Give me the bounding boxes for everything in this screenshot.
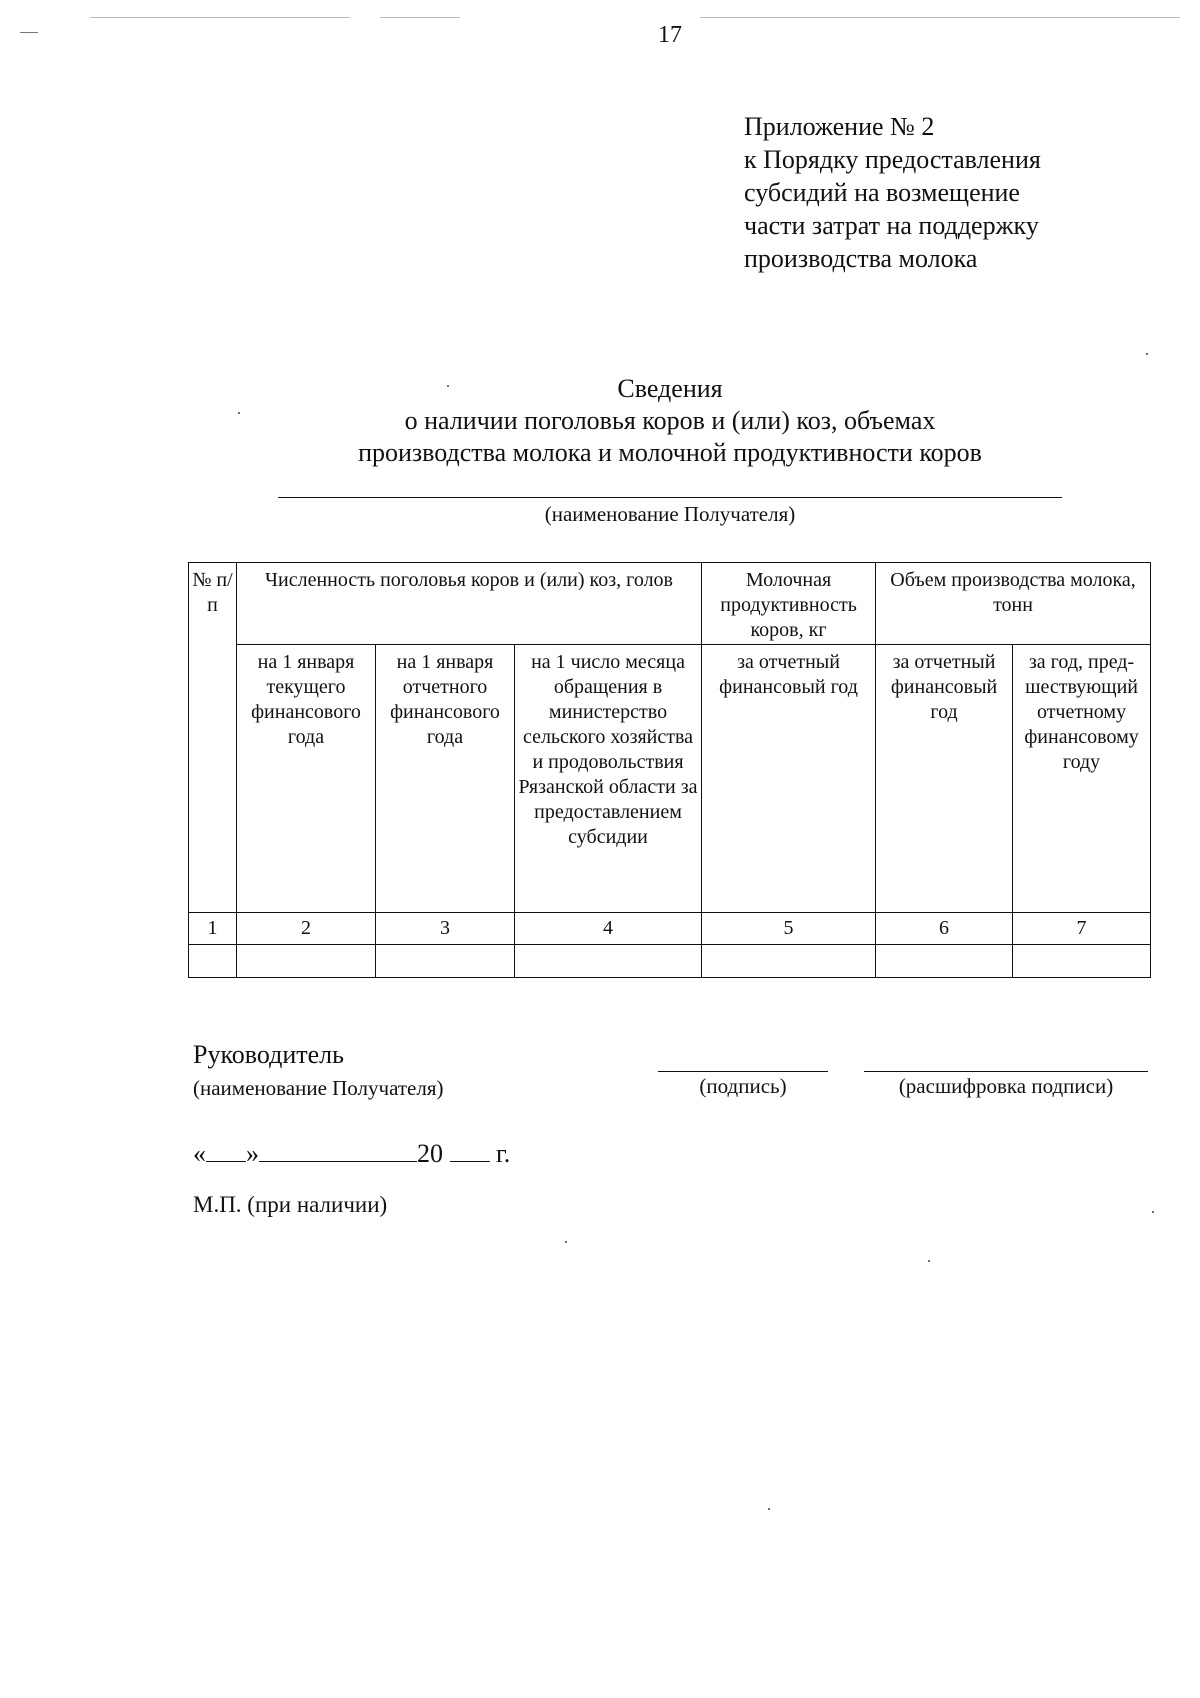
date-line (193, 1135, 510, 1169)
date-day-field[interactable] (206, 1135, 246, 1162)
document-heading (140, 373, 1200, 469)
empty-input-cell[interactable] (876, 945, 1013, 978)
page-number: 17 (658, 22, 682, 48)
recipient-caption: (наименование Получателя) (544, 502, 796, 526)
column-number-cell: 1 (189, 913, 237, 945)
scan-edge-line (90, 17, 350, 18)
scan-speck (1146, 353, 1148, 355)
heading-line: о наличии поголовья коров и (или) коз, объемах (404, 406, 936, 435)
signature-decode-field[interactable] (864, 1071, 1148, 1072)
empty-input-cell[interactable] (702, 945, 876, 978)
subheader-cell: за год, пред-шествующий отчетному финансовому году (1013, 645, 1151, 913)
appendix-line: производства молока (744, 244, 978, 273)
signature-caption: (подпись) (699, 1074, 787, 1098)
column-number-row (189, 913, 1151, 945)
subheader-cell: на 1 число месяца обращения в министерство сельского хозяйства и продовольствия Рязанской области за предоставлением субсидии (515, 645, 702, 913)
table-header-row (189, 563, 1151, 645)
data-table (188, 562, 1151, 978)
empty-input-cell[interactable] (1013, 945, 1151, 978)
column-number-cell: 3 (376, 913, 515, 945)
signature-field[interactable] (658, 1071, 828, 1072)
column-number-cell: 2 (237, 913, 376, 945)
table-row (189, 945, 1151, 978)
empty-input-cell[interactable] (237, 945, 376, 978)
date-year-field[interactable] (450, 1135, 490, 1162)
scan-edge-line (700, 17, 1180, 18)
heading-title: Сведения (617, 374, 723, 403)
header-cell-milk-yield: Молочная продуктивность коров, кг (702, 563, 876, 645)
scan-speck (565, 1241, 567, 1243)
appendix-reference (744, 110, 1041, 275)
manager-caption: (наименование Получателя) (193, 1076, 444, 1100)
subheader-cell: на 1 января текущего финансового года (237, 645, 376, 913)
scan-edge-line (380, 17, 460, 18)
empty-input-cell[interactable] (376, 945, 515, 978)
date-month-field[interactable] (259, 1135, 417, 1162)
empty-input-cell[interactable] (189, 945, 237, 978)
appendix-line: Приложение № 2 (744, 112, 935, 141)
subheader-cell: за отчетный финансовый год (876, 645, 1013, 913)
scan-speck (1152, 1211, 1154, 1213)
header-cell-number: № п/п (189, 563, 237, 913)
date-open-quote: « (193, 1139, 206, 1168)
scan-speck (928, 1260, 930, 1262)
column-number-cell: 4 (515, 913, 702, 945)
date-year-suffix: г. (496, 1139, 511, 1168)
header-cell-herd: Численность поголовья коров и (или) коз, голов (237, 563, 702, 645)
empty-input-cell[interactable] (515, 945, 702, 978)
header-cell-volume: Объем производства молока, тонн (876, 563, 1151, 645)
date-year-prefix: 20 (417, 1139, 443, 1168)
table-subheader-row (189, 645, 1151, 913)
column-number-cell: 5 (702, 913, 876, 945)
subheader-cell: на 1 января отчетного финансового года (376, 645, 515, 913)
date-close-quote: » (246, 1139, 259, 1168)
manager-title: Руководитель (193, 1040, 344, 1069)
recipient-name-field[interactable] (278, 497, 1062, 498)
signature-decode-caption: (расшифровка подписи) (898, 1074, 1114, 1098)
stamp-note: М.П. (при наличии) (193, 1192, 388, 1217)
column-number-cell: 6 (876, 913, 1013, 945)
column-number-cell: 7 (1013, 913, 1151, 945)
subheader-cell: за отчетный финансовый год (702, 645, 876, 913)
scan-speck (768, 1508, 770, 1510)
appendix-line: части затрат на поддержку (744, 211, 1039, 240)
heading-line: производства молока и молочной продуктивности коров (358, 438, 982, 467)
appendix-line: субсидий на возмещение (744, 178, 1020, 207)
appendix-line: к Порядку предоставления (744, 145, 1041, 174)
